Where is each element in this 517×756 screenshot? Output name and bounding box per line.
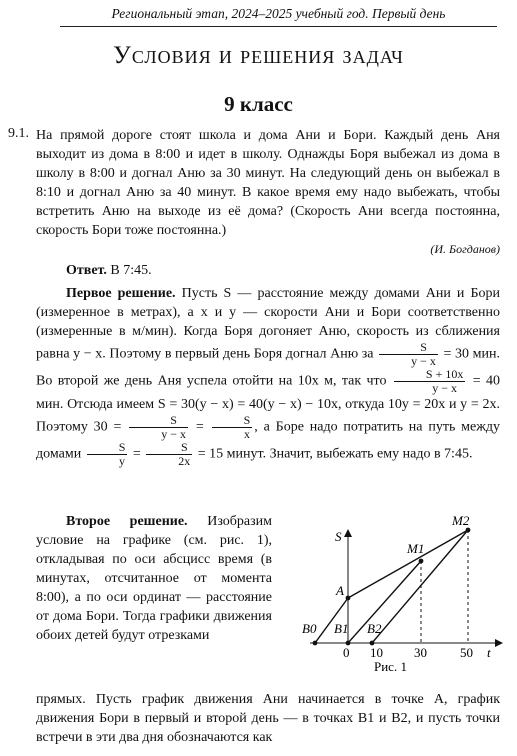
statement-text: На прямой дороге стоят школа и дома Ани и Бори. Каждый день Аня выходит из дома в 8:00 и идет в школу. Однажды Боря выбежал из дома в школу в 8:00 и догнал Аню за 30 минут. На следующий день он выбежал в 8:10 и догнал Аню за 40 минут. В какое время ему надо выбежать, чтобы встретить Аню на выходе из её дома? (Скорость Ани всегда постоянна, скорость Бори тоже постоянна.) bbox=[36, 128, 500, 238]
point-b1 bbox=[346, 641, 351, 646]
point-m1 bbox=[419, 559, 424, 564]
solution-1-text-a: Пусть S — расстояние между домами Ани и Бори (измеренное в метрах), а x и y — скорости Ани и Бори соответственно (измеренные в м/мин). Когда Боря догоняет Аню, скорость из сближения равна y − x. Поэтому в первый день Боря догнал Аню за bbox=[36, 286, 501, 362]
solution-1-text-b: = 30 мин. Во второй же день Аня успела отойти на 10x м, так что bbox=[36, 346, 501, 389]
label-b0: B0 bbox=[302, 621, 317, 636]
label-m2: M2 bbox=[452, 513, 470, 528]
label-b1: B1 bbox=[334, 621, 349, 636]
solution-1-text-d: , а Боре надо потратить на путь между домами bbox=[36, 419, 501, 462]
equals-sign: = bbox=[195, 419, 204, 435]
section-title: Условия и решения задач bbox=[113, 42, 404, 69]
fraction-5: $\frac{S}{y}$ bbox=[87, 441, 128, 468]
problem-statement bbox=[36, 126, 500, 259]
solution-2-continued: прямых. Пусть график движения Ани начинается в точке A, график движения Бори в первый и второй день — в точках B1 и B2, и пусть точки встречи в эти два дня обозначаются как bbox=[36, 692, 500, 745]
fraction-6: $\frac{S}{2x}$ bbox=[146, 441, 192, 468]
tick-50: 50 bbox=[460, 645, 473, 660]
solution-2-label: Второе решение. bbox=[66, 514, 188, 529]
point-m2 bbox=[466, 528, 471, 533]
problem-author: (И. Богданов) bbox=[430, 242, 500, 256]
fraction-4: $\frac{S}{x}$ bbox=[212, 414, 253, 441]
x-axis-arrow bbox=[495, 639, 503, 647]
equals-sign-2: = bbox=[132, 446, 141, 462]
label-b2: B2 bbox=[367, 621, 382, 636]
point-b2 bbox=[370, 641, 375, 646]
label-a: A bbox=[336, 583, 344, 598]
grade-heading: 9 класс bbox=[224, 92, 293, 116]
running-header: Региональный этап, 2024–2025 учебный год. Первый день bbox=[60, 6, 497, 27]
solution-2 bbox=[36, 512, 272, 645]
tick-30: 30 bbox=[414, 645, 427, 660]
solution-1 bbox=[36, 284, 500, 468]
solution-2-text: Изобразим условие на графике (см. рис. 1), откладывая по оси абсцисс время (в минутах, отсчитанное от момента 8:00), а по оси ординат — расстояние от дома Бори. Тогда графики движения обоих детей будут отрезками bbox=[36, 514, 272, 643]
fraction-3: $\frac{S}{y - x}$ bbox=[129, 414, 188, 441]
tick-10: 10 bbox=[370, 645, 383, 660]
problem-number: 9.1. bbox=[8, 126, 29, 141]
answer-label: Ответ. bbox=[66, 263, 107, 278]
solution-1-label: Первое решение. bbox=[66, 286, 176, 301]
solution-1-text-e: = 15 минут. Значит, выбежать ему надо в 7:45. bbox=[197, 446, 473, 462]
label-m1: M1 bbox=[407, 541, 425, 556]
borya-day1-line bbox=[348, 561, 421, 643]
tick-0: 0 bbox=[343, 645, 350, 660]
y-axis-arrow bbox=[344, 529, 352, 537]
fraction-1: $\frac{S}{y - x}$ bbox=[379, 341, 438, 368]
answer-value: В 7:45. bbox=[110, 263, 152, 278]
fraction-2: $\frac{S + 10x}{y - x}$ bbox=[394, 368, 465, 395]
point-b0 bbox=[313, 641, 318, 646]
y-axis-label: S bbox=[335, 529, 342, 544]
motion-graph bbox=[290, 505, 510, 685]
x-axis-label: t bbox=[487, 645, 491, 660]
figure-1 bbox=[290, 505, 510, 685]
figure-caption: Рис. 1 bbox=[374, 659, 407, 674]
point-a bbox=[346, 596, 351, 601]
answer bbox=[66, 263, 152, 279]
solution-1-text-c: = 40 мин. Отсюда имеем S = 30(y − x) = 40(y − x) − 10x, откуда 10y = 20x и y = 2x. Поэтому 30 = bbox=[36, 373, 501, 435]
